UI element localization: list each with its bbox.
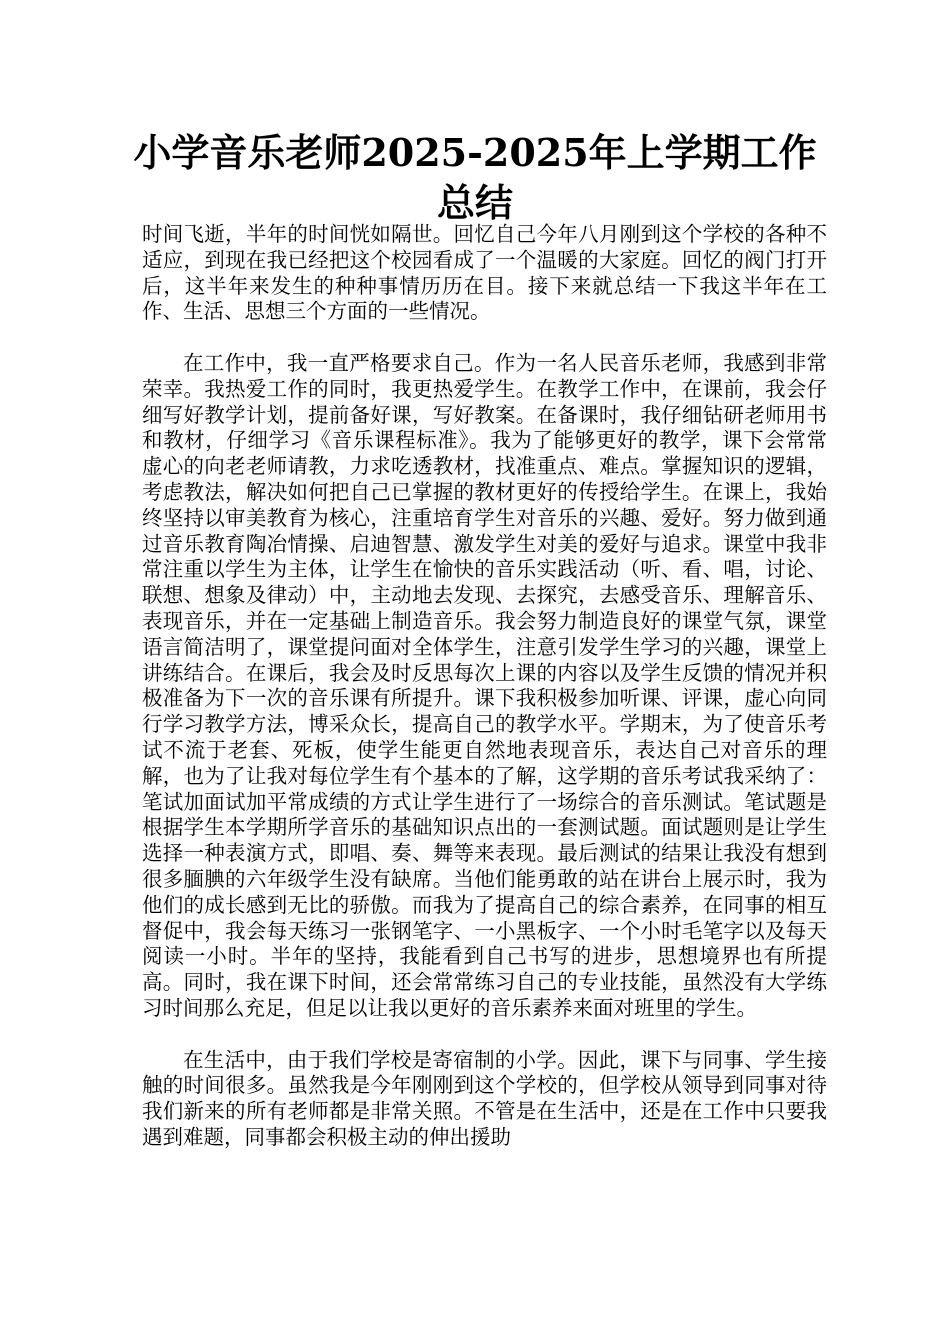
paragraph-spacer	[142, 325, 827, 351]
paragraph-life: 在生活中，由于我们学校是寄宿制的小学。因此，课下与同事、学生接触的时间很多。虽然我是今年刚刚到这个学校的，但学校从领导到同事对待我们新来的所有老师都是非常关照。不管是在生活中，还是在工作中只要我遇到难题，同事都会积极主动的伸出援助	[142, 1047, 827, 1149]
paragraph-work: 在工作中，我一直严格要求自己。作为一名人民音乐老师，我感到非常荣幸。我热爱工作的同时，我更热爱学生。在教学工作中，在课前，我会仔细写好教学计划，提前备好课，写好教案。在备课时，我仔细钻研老师用书和教材，仔细学习《音乐课程标准》。我为了能够更好的教学，课下会常常虚心的向老老师请教，力求吃透教材，找准重点、难点。掌握知识的逻辑，考虑教法，解决如何把自己已掌握的教材更好的传授给学生。在课上，我始终坚持以审美教育为核心，注重培育学生对音乐的兴趣、爱好。努力做到通过音乐教育陶冶情操、启迪智慧、激发学生对美的爱好与追求。课堂中我非常注重以学生为主体，让学生在愉快的音乐实践活动（听、看、唱，讨论、联想、想象及律动）中，主动地去发现、去探究，去感受音乐、理解音乐、表现音乐，并在一定基础上制造音乐。我会努力制造良好的课堂气氛，课堂语言简洁明了，课堂提问面对全体学生，注意引发学生学习的兴趣，课堂上讲练结合。在课后，我会及时反思每次上课的内容以及学生反馈的情况并积极准备为下一次的音乐课有所提升。课下我积极参加听课、评课，虚心向同行学习教学方法，博采众长，提高自己的教学水平。学期末，为了使音乐考试不流于老套、死板，使学生能更自然地表现音乐，表达自己对音乐的理解，也为了让我对每位学生有个基本的了解，这学期的音乐考试我采纳了：笔试加面试加平常成绩的方式让学生进行了一场综合的音乐测试。笔试题是根据学生本学期所学音乐的基础知识点出的一套测试题。面试题则是让学生选择一种表演方式，即唱、奏、舞等来表现。最后测试的结果让我没有想到很多腼腆的六年级学生没有缺席。当他们能勇敢的站在讲台上展示时，我为他们的成长感到无比的骄傲。而我为了提高自己的综合素养，在同事的相互督促中，我会每天练习一张钢笔字、一小黑板字、一个小时毛笔字以及每天阅读一小时。半年的坚持，我能看到自己书写的进步，思想境界也有所提高。同时，我在课下时间，还会常常练习自己的专业技能，虽然没有大学练习时间那么充足，但足以让我以更好的音乐素养来面对班里的学生。	[142, 350, 827, 1020]
paragraph-spacer	[142, 1022, 827, 1048]
document-title: 小学音乐老师2025-2025年上学期工作总结	[133, 130, 817, 225]
paragraph-intro: 时间飞逝，半年的时间恍如隔世。回忆自己今年八月刚到这个学校的各种不适应，到现在我已经把这个校园看成了一个温暖的大家庭。回忆的阀门打开后，这半年来发生的种种事情历历在目。接下来就总结一下我这半年在工作、生活、思想三个方面的一些情况。	[142, 222, 827, 324]
document-body	[142, 222, 827, 1151]
